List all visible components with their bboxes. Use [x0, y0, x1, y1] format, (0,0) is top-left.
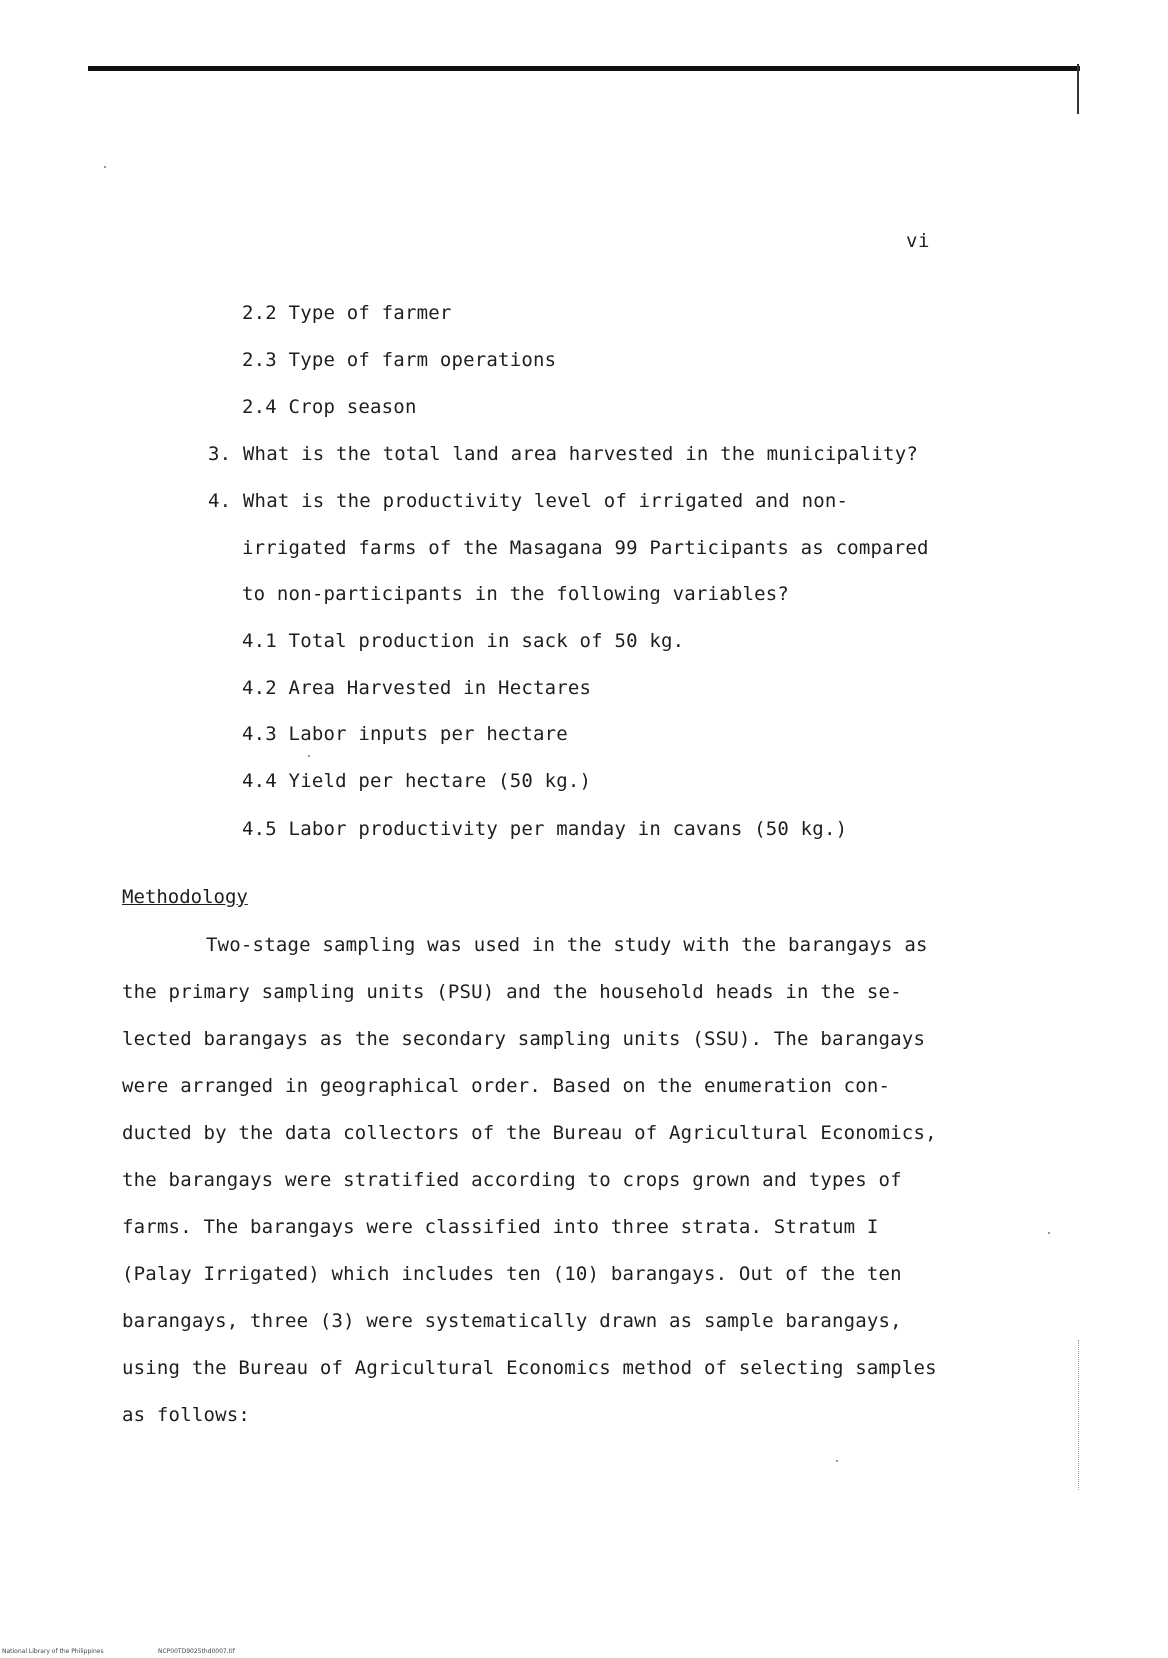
paragraph-line: ducted by the data collectors of the Bureau of Agricultural Economics, [122, 1122, 937, 1144]
paragraph-line: the barangays were stratified according to crops grown and types of [122, 1169, 902, 1191]
list-item: 2.2 Type of farmer [242, 302, 452, 324]
scan-speck [308, 755, 310, 757]
footer-filename: NCP00TD9025thd0007.tif [158, 1648, 235, 1655]
question-3: 3. What is the total land area harvested in the municipality? [208, 443, 918, 465]
list-item: 4.5 Labor productivity per manday in cavans (50 kg.) [242, 818, 848, 840]
question-4-continued: irrigated farms of the Masagana 99 Participants as compared [242, 537, 929, 559]
scan-edge-dots [1078, 1340, 1080, 1490]
list-item: 2.4 Crop season [242, 396, 417, 418]
paragraph-line: using the Bureau of Agricultural Economics method of selecting samples [122, 1357, 937, 1379]
list-item: 4.1 Total production in sack of 50 kg. [242, 630, 685, 652]
top-rule [88, 66, 1080, 71]
paragraph-line: were arranged in geographical order. Based on the enumeration con- [122, 1075, 891, 1097]
list-item: 2.3 Type of farm operations [242, 349, 557, 371]
question-4-continued: to non-participants in the following variables? [242, 583, 790, 605]
scan-speck [104, 166, 106, 168]
paragraph-line: as follows: [122, 1404, 251, 1426]
section-heading: Methodology [122, 886, 248, 908]
paragraph-line: Two-stage sampling was used in the study with the barangays as [206, 934, 928, 956]
paragraph-line: (Palay Irrigated) which includes ten (10) barangays. Out of the ten [122, 1263, 902, 1285]
scan-speck [836, 1460, 838, 1462]
list-item: 4.2 Area Harvested in Hectares [242, 677, 592, 699]
list-item: 4.4 Yield per hectare (50 kg.) [242, 770, 592, 792]
paragraph-line: barangays, three (3) were systematically drawn as sample barangays, [122, 1310, 902, 1332]
paragraph-line: the primary sampling units (PSU) and the household heads in the se- [122, 981, 902, 1003]
question-4: 4. What is the productivity level of irrigated and non- [208, 490, 849, 512]
list-item: 4.3 Labor inputs per hectare [242, 723, 568, 745]
paragraph-line: lected barangays as the secondary sampling units (SSU). The barangays [122, 1028, 926, 1050]
page-edge-mark [1077, 64, 1079, 114]
page-number: vi [906, 230, 930, 252]
footer-library: National Library of the Philippines [2, 1648, 104, 1655]
paragraph-line: farms. The barangays were classified into three strata. Stratum I [122, 1216, 879, 1238]
scan-speck [1048, 1232, 1050, 1234]
